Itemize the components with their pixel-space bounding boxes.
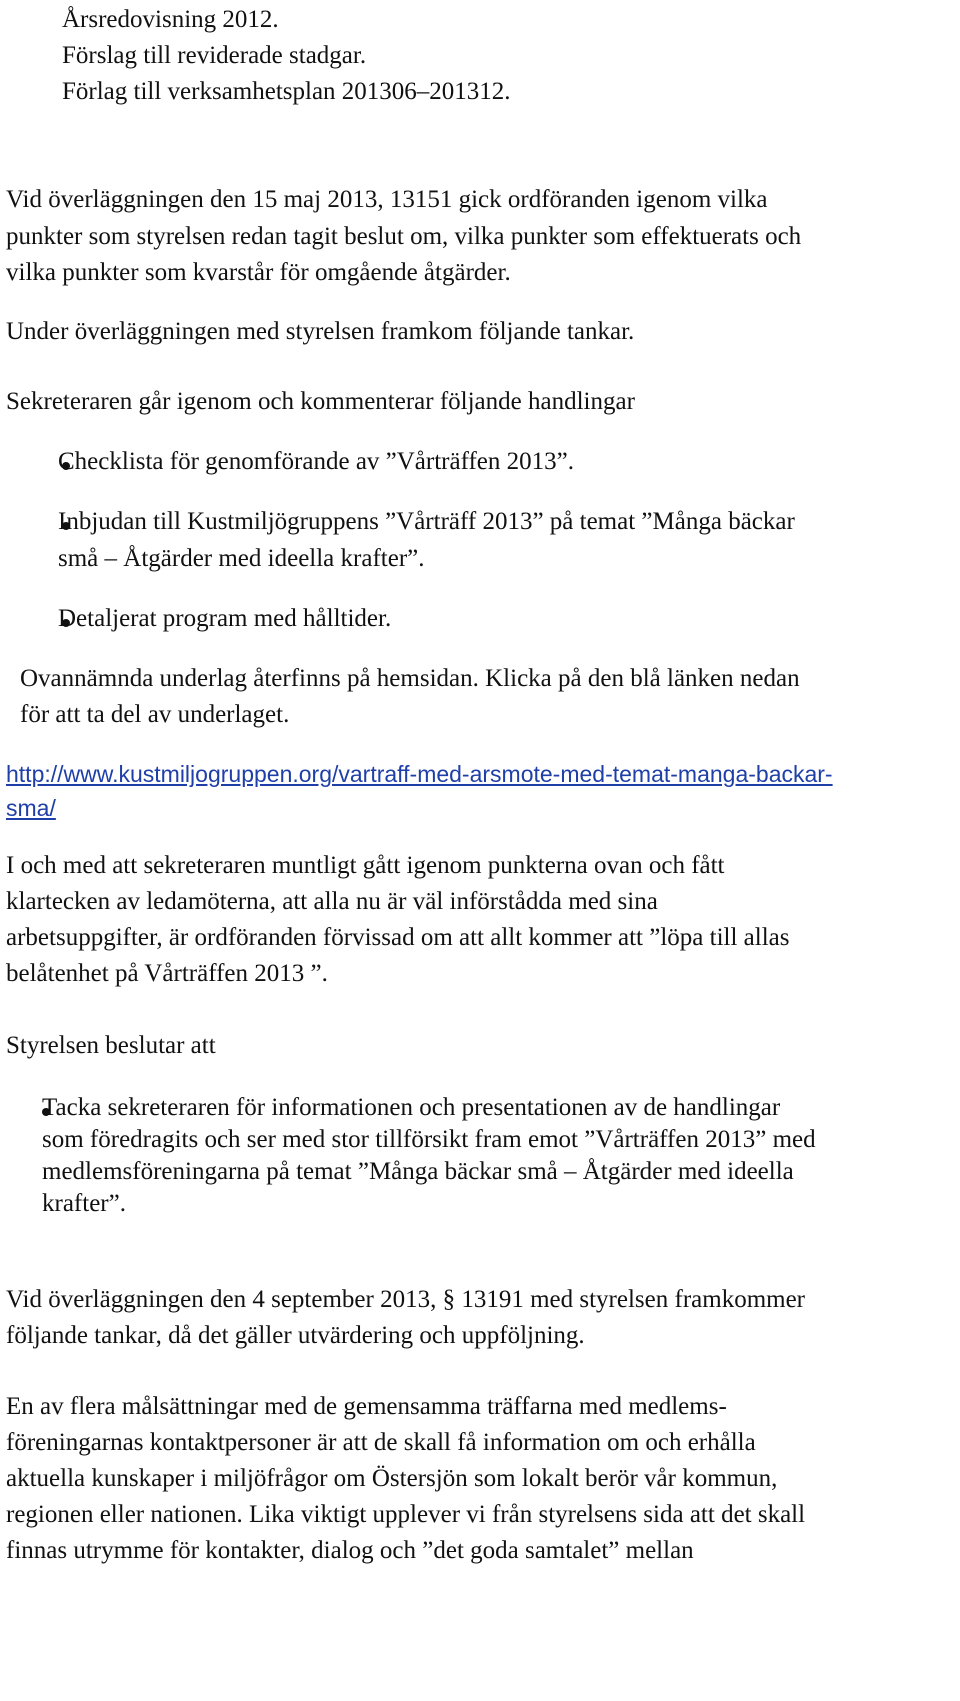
document-list-item-cont: små – Åtgärder med ideella krafter”.	[58, 545, 425, 572]
paragraph-line: En av flera målsättningar med de gemensamma träffarna med medlems-	[6, 1393, 727, 1420]
documents-link[interactable]: http://www.kustmiljogruppen.org/vartraff-med-arsmote-med-temat-manga-backar-	[6, 761, 833, 787]
paragraph-line: Sekreteraren går igenom och kommenterar följande handlingar	[6, 388, 635, 415]
agenda-item-statutes: Förslag till reviderade stadgar.	[62, 42, 367, 69]
paragraph-line	[6, 1282, 805, 1318]
decision-line: medlemsföreningarna på temat ”Många bäckar små – Åtgärder med ideella	[42, 1158, 794, 1185]
paragraph-line: föreningarnas kontaktpersoner är att de skall få information om och erhålla	[6, 1429, 756, 1456]
paragraph-line: finnas utrymme för kontakter, dialog och ”det goda samtalet” mellan	[6, 1537, 694, 1564]
agenda-item-business-plan: Förlag till verksamhetsplan 201306–201312.	[62, 78, 511, 105]
paragraph-text: 13191 med styrelsen framkommer	[455, 1286, 806, 1313]
paragraph-line: vilka punkter som kvarstår för omgående åtgärder.	[6, 259, 511, 286]
decision-line: Tacka sekreteraren för informationen och presentationen av de handlingar	[42, 1094, 781, 1121]
paragraph-line: belåtenhet på Vårträffen 2013 ”.	[6, 960, 328, 987]
paragraph-line: Ovannämnda underlag återfinns på hemsidan. Klicka på den blå länken nedan	[20, 665, 800, 692]
paragraph-line: för att ta del av underlaget.	[20, 701, 290, 728]
paragraph-line: klartecken av ledamöterna, att alla nu är väl införstådda med sina	[6, 888, 658, 915]
document-list-item: Detaljerat program med hålltider.	[58, 605, 392, 632]
paragraph-line: regionen eller nationen. Lika viktigt upplever vi från styrelsens sida att det skall	[6, 1501, 806, 1528]
document-list-item: Inbjudan till Kustmiljögruppens ”Vårträff 2013” på temat ”Många bäckar	[58, 508, 795, 535]
paragraph-line: följande tankar, då det gäller utvärdering och uppföljning.	[6, 1322, 585, 1349]
decision-line: som föredragits och ser med stor tillförsikt fram emot ”Vårträffen 2013” med	[42, 1126, 816, 1153]
paragraph-text: Vid överläggningen den 4 september 2013,	[6, 1286, 443, 1313]
paragraph-line: Vid överläggningen den 15 maj 2013, 13151 gick ordföranden igenom vilka	[6, 186, 768, 213]
paragraph-line: aktuella kunskaper i miljöfrågor om Östersjön som lokalt berör vår kommun,	[6, 1465, 778, 1492]
decision-line: krafter”.	[42, 1190, 126, 1217]
paragraph-line: punkter som styrelsen redan tagit beslut om, vilka punkter som effektuerats och	[6, 223, 802, 250]
document-list-item: Checklista för genomförande av ”Vårträffen 2013”.	[58, 448, 574, 475]
paragraph-line: I och med att sekreteraren muntligt gått igenom punkterna ovan och fått	[6, 852, 725, 879]
paragraph-line: Styrelsen beslutar att	[6, 1032, 216, 1059]
section-symbol: §	[442, 1286, 456, 1313]
paragraph-line: arbetsuppgifter, är ordföranden förvissad om att allt kommer att ”löpa till allas	[6, 924, 790, 951]
documents-link-cont[interactable]: sma/	[6, 795, 56, 821]
agenda-item-annual-report: Årsredovisning 2012.	[62, 6, 279, 33]
paragraph-line: Under överläggningen med styrelsen framkom följande tankar.	[6, 318, 635, 345]
